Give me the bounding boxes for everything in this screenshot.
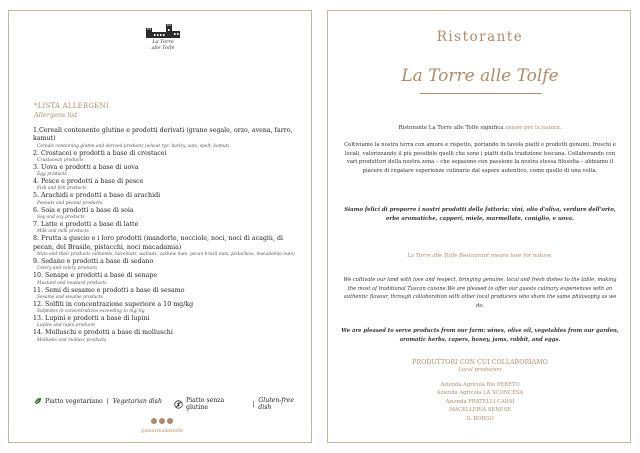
farm-products-en: We are pleased to serve products from our farm: wines, olive oil, vegetables from our garden, aromatic herbs, capers, honey, jams, rabbit, and eggs. [341, 328, 619, 343]
allergen-item [33, 287, 303, 301]
allergen-name: 4. Pesce e prodotti a base di pesce [33, 178, 144, 186]
paragraph-en: We cultivate our land with love and respect, bringing genuine, local and fresh dishes to the table, making the most of traditional Tuscan cuisine.We are pleased to offer our guests culinary experiences with an authentic flavour, through collaboration with other local producers who share the same philosophy as we do. [343, 277, 617, 310]
allergen-item [33, 301, 303, 315]
allergen-english: Crustacean products [37, 157, 84, 163]
logo-line1: La Torre [152, 39, 174, 45]
intro-line [340, 125, 620, 131]
allergens-subtitle: Allergens list [34, 111, 78, 119]
allergen-name: 6. Soia e prodotti a base di soia [33, 206, 134, 214]
legend-vegetarian [33, 397, 162, 406]
allergen-name: 13. Lupini e prodotti a base di lupini [33, 315, 150, 323]
legend-gf-it: Piatto senza glutine [185, 397, 225, 411]
intro-plain: Ristorante La Torre alle Tolfe significa [398, 125, 506, 131]
allergen-english: Nuts and their products (almonds, hazelnuts, walnuts, cashew nuts, pecan brazil nuts, pistachios, macadamia nuts) [37, 251, 295, 257]
legend-separator: | [106, 398, 109, 405]
allergen-name: 5. Arachidi e prodotti a base di arachidi [33, 192, 161, 200]
allergen-name: 2. Crostacei e prodotti a base di crostacei [33, 149, 167, 157]
allergen-english: Mustard and mustard products [37, 280, 107, 286]
castle-icon [143, 23, 183, 39]
legend [29, 397, 309, 409]
social-icons [147, 418, 177, 424]
logo [143, 23, 183, 51]
script-logo: La Torre alle Tolfe [401, 66, 559, 86]
allergen-english: Cereals containing gluten and derived products (wheat rye, barley, oats, spelt, kamut) [37, 143, 230, 149]
allergen-name: 11. Semi di sesamo e prodotti a base di sesamo [33, 286, 185, 294]
script-underline [420, 93, 542, 94]
allergen-english: Celery and celery products [37, 266, 98, 272]
allergen-name: 7. Latte e prodotti a base di latte [33, 221, 139, 229]
allergen-name: 14. Molluschi e prodotti a base di molluschi [33, 329, 173, 337]
intro-accent: amore per la natura. [505, 125, 562, 131]
allergens-list [33, 127, 303, 344]
allergen-item [33, 164, 303, 178]
legend-gf-en: Gluten-free dish [258, 397, 294, 411]
allergen-english: Soy and soy products [37, 215, 85, 221]
allergen-name: 12. Solfiti in concentrazione superiore a 10 mg/kg [33, 300, 194, 308]
legend-separator-2: | [252, 400, 255, 408]
producers-subtitle: Local producers [458, 367, 502, 373]
paragraph-it: Coltiviamo la nostra terra con amore e rispetto, portando in tavola piatti e prodotti genuini, freschi e locali, valorizzando il più possibile quelli che sono i piatti della tradizione toscana. Collaborando con vari produttori della nostra zona – che sepasono con passione la nostra stessa filosofia – abbiamo il piacere di regalare esperienze culinarie dal sapore autentico, come quello di una volta. [344, 142, 616, 175]
restaurant-page [327, 10, 631, 443]
allergen-item [33, 329, 303, 343]
allergen-english: Peanuts and peanut products [37, 200, 103, 206]
instagram-icon[interactable] [151, 418, 157, 424]
allergen-name: 3. Uova e prodotti a base di uova [33, 163, 139, 171]
producers-list [340, 381, 620, 423]
allergen-english: Fish and fish products [37, 186, 87, 192]
logo-line2: alle Tolfe [151, 45, 175, 51]
allergen-item [33, 258, 303, 272]
allergen-item [33, 235, 303, 258]
producer-item: Azienda FRATELLI CARAI [445, 398, 515, 405]
allergen-english: Egg products [37, 172, 67, 178]
tagline-en: La Torre alle Tolfe Restaurant means love for nature. [407, 253, 553, 259]
allergen-item [33, 272, 303, 286]
allergen-item [33, 221, 303, 235]
allergen-english: Sulphites in concentrations exceeding to mg/ kg [37, 309, 145, 315]
allergen-english: Mollusks and mollusc products [37, 337, 107, 343]
allergens-title: *LISTA ALLERGENI [34, 102, 109, 110]
allergen-item [33, 192, 303, 206]
page-title: Ristorante [436, 29, 524, 45]
legend-veg-it: Piatto vegetariano [45, 398, 103, 405]
allergen-name: 1.Cereali contenente glutine e prodotti derivati (grano segale, orzo, avena, farro, kamut) [33, 127, 293, 143]
producer-item: Azienda Agricola Bio PERETO [440, 382, 520, 388]
allergen-name: 9. Sedano e prodotti a base di sedano [33, 257, 154, 265]
social-handle[interactable]: @latorreallextolfe [140, 429, 183, 434]
allergen-english: Milk and milk products [37, 229, 89, 235]
legend-gluten-free [174, 397, 309, 411]
allergen-item [33, 207, 303, 221]
allergen-english: Sesame and sesame products [37, 294, 103, 300]
legend-veg-en: Vegetarian dish [112, 398, 162, 405]
producer-item: Azienda Agricola LA SCONCESA [436, 390, 524, 397]
allergens-page [8, 10, 312, 443]
allergen-name: 8. Frutta a guscio e i loro prodotti (mandorle, nocciole, noci, noci di acagiù, di pecan, del Brasile, pistacchi, noci macadamia) [33, 235, 284, 251]
allergen-name: 10. Senape e prodotti a base di senape [33, 272, 158, 280]
gluten-free-icon [174, 400, 183, 409]
producer-item: MACELLERIA SENESE [449, 407, 511, 414]
farm-products-it: Siamo felici di proporre i nostri prodotti della fattoria: vini, olio d'oliva, verdure dell'orto, erbe aromatiche, capperi, miele, marmellate, coniglio, e uova. [344, 207, 616, 222]
linkedin-icon[interactable] [167, 418, 173, 424]
leaf-icon [33, 397, 42, 406]
allergen-item [33, 150, 303, 164]
producers-title: PRODUTTORI CON CUI COLLABORIAMO [412, 359, 548, 366]
allergen-item [33, 178, 303, 192]
producer-item: IL BORGO [466, 415, 494, 422]
facebook-icon[interactable] [159, 418, 165, 424]
allergen-item [33, 315, 303, 329]
allergen-item [33, 127, 303, 150]
allergen-english: Lupins and lupin products [37, 323, 96, 329]
